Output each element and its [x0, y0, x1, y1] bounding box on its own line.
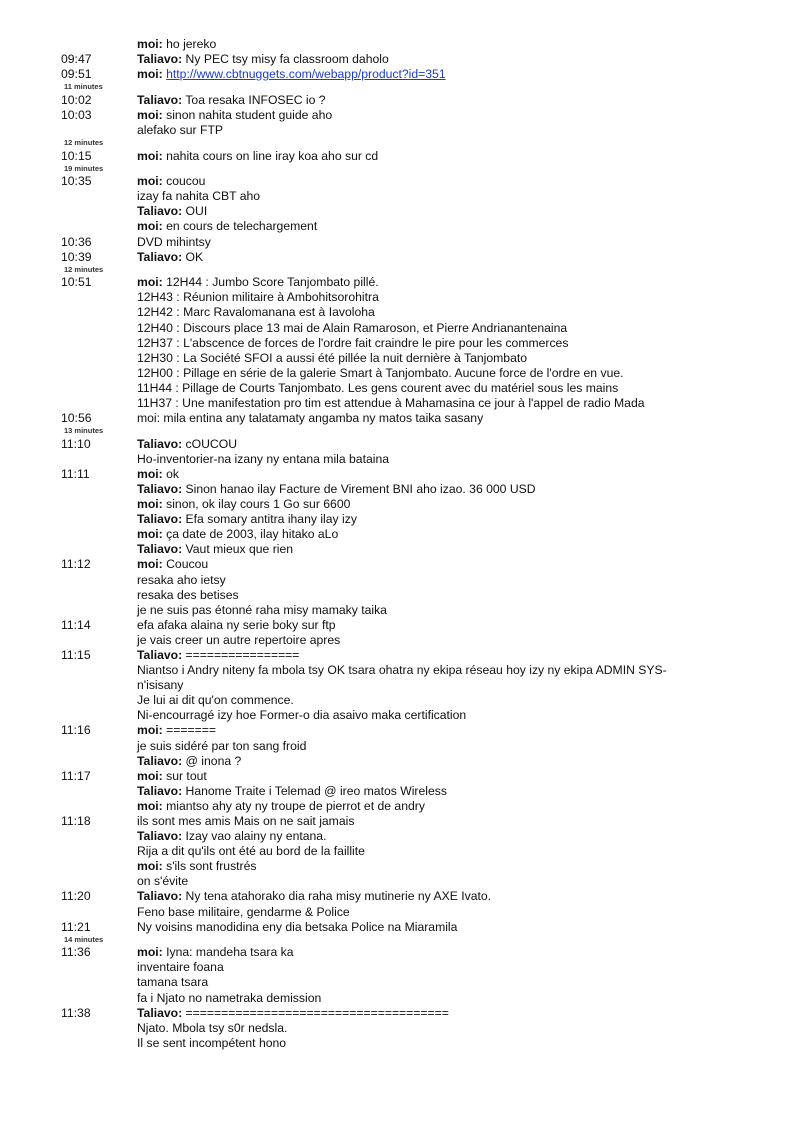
idle-gap-label: 14 minutes — [64, 934, 104, 944]
chat-message-row — [0, 411, 794, 426]
chat-message-row — [0, 437, 794, 452]
idle-gap-label: 13 minutes — [64, 426, 104, 436]
message-text: ok — [162, 466, 179, 481]
message-text: Ny tena atahorako dia raha misy mutinerie ny AXE Ivato. — [182, 889, 492, 904]
message-text: 12H43 : Réunion militaire à Ambohitsorohitra — [137, 290, 379, 305]
message-text: ================ — [182, 647, 300, 662]
message-text: je suis sidéré par ton sang froid — [137, 738, 307, 753]
message-text: Coucou — [162, 557, 209, 572]
message-speaker: Taliavo: — [137, 92, 183, 107]
message-speaker: moi: — [137, 174, 163, 189]
chat-message-row — [0, 588, 794, 603]
message-timestamp: 11:10 — [61, 436, 91, 451]
message-timestamp: 11:36 — [61, 945, 91, 960]
message-speaker: moi: — [137, 219, 163, 234]
message-body — [137, 991, 321, 1006]
message-body — [137, 290, 379, 305]
chat-message-row — [0, 366, 794, 381]
message-body — [137, 512, 357, 527]
chat-message-row — [0, 573, 794, 588]
message-timestamp: 11:20 — [61, 889, 91, 904]
message-text: je ne suis pas étonné raha misy mamaky taika — [137, 602, 387, 617]
chat-message-row — [0, 452, 794, 467]
message-text: coucou — [162, 174, 206, 189]
message-text: Njato. Mbola tsy s0r nedsla. — [137, 1020, 288, 1035]
message-text: n'isisany — [137, 678, 184, 693]
message-timestamp: 10:02 — [61, 92, 92, 107]
message-body — [137, 829, 326, 844]
message-text: Iyna: mandeha tsara ka — [162, 945, 294, 960]
message-body — [137, 67, 446, 82]
message-body — [137, 351, 527, 366]
idle-gap-row — [0, 265, 794, 276]
message-text: Hanome Traite i Telemad @ ireo matos Wireless — [182, 783, 447, 798]
chat-message-row — [0, 123, 794, 138]
message-body — [137, 437, 237, 452]
chat-message-row — [0, 381, 794, 396]
message-body — [137, 844, 365, 859]
message-text: Je lui ai dit qu'on commence. — [137, 693, 294, 708]
message-body — [137, 618, 336, 633]
chat-message-row — [0, 799, 794, 814]
chat-message-row — [0, 991, 794, 1006]
message-text: ho jereko — [162, 37, 217, 51]
message-body — [137, 889, 491, 904]
message-text: @ inona ? — [182, 753, 242, 768]
chat-message-row — [0, 945, 794, 960]
message-text: OUI — [182, 204, 208, 219]
message-text: 12H37 : L'abscence de forces de l'ordre fait craindre le pire pour les commerces — [137, 335, 569, 350]
message-speaker: Taliavo: — [137, 52, 183, 67]
message-text: ça date de 2003, ilay hitako aLo — [162, 527, 339, 542]
idle-gap-label: 11 minutes — [64, 82, 103, 92]
message-speaker: moi: — [137, 768, 163, 783]
message-body — [137, 149, 378, 164]
message-speaker: Taliavo: — [137, 204, 183, 219]
chat-message-row — [0, 250, 794, 265]
chat-message-row — [0, 1021, 794, 1036]
chat-message-row — [0, 920, 794, 935]
message-speaker: moi: — [137, 148, 163, 163]
chat-message-row — [0, 52, 794, 67]
message-timestamp: 11:21 — [61, 919, 91, 934]
message-body — [137, 603, 387, 618]
message-body — [137, 859, 257, 874]
message-speaker: moi: — [137, 107, 163, 122]
idle-gap-row — [0, 138, 794, 149]
message-text: 11H37 : Une manifestation pro tim est attendue à Mahamasina ce jour à l'appel de radio Mada — [137, 395, 645, 410]
idle-gap-label: 12 minutes — [64, 138, 104, 148]
chat-message-row — [0, 648, 794, 663]
chat-message-row — [0, 396, 794, 411]
chat-message-row — [0, 889, 794, 904]
message-text: Feno base militaire, gendarme & Police — [137, 904, 350, 919]
message-body — [137, 708, 466, 723]
message-timestamp: 10:03 — [61, 107, 92, 122]
message-body — [137, 1006, 449, 1021]
message-link[interactable]: http://www.cbtnuggets.com/webapp/product?id=351 — [166, 67, 446, 82]
message-text: 12H44 : Jumbo Score Tanjombato pillé. — [162, 275, 379, 290]
chat-message-row — [0, 108, 794, 123]
chat-message-row — [0, 542, 794, 557]
message-text: resaka aho ietsy — [137, 572, 226, 587]
chat-message-row — [0, 467, 794, 482]
message-text: Rija a dit qu'ils ont été au bord de la faillite — [137, 844, 365, 859]
message-speaker: Taliavo: — [137, 481, 183, 496]
chat-message-row — [0, 708, 794, 723]
message-speaker: Taliavo: — [137, 829, 183, 844]
message-text: Efa somary antitra ihany ilay izy — [182, 512, 357, 527]
message-body — [137, 452, 389, 467]
message-text: Vaut mieux que rien — [182, 542, 294, 557]
message-speaker: Taliavo: — [137, 889, 183, 904]
message-text: 12H30 : La Société SFOI a aussi été pillée la nuit dernière à Tanjombato — [137, 350, 528, 365]
chat-message-row — [0, 1006, 794, 1021]
message-body — [137, 366, 624, 381]
chat-message-row — [0, 305, 794, 320]
message-timestamp: 11:14 — [61, 617, 91, 632]
chat-message-row — [0, 351, 794, 366]
message-text: resaka des betises — [137, 587, 239, 602]
message-text: inventaire foana — [137, 960, 224, 975]
message-body — [137, 467, 179, 482]
chat-message-row — [0, 784, 794, 799]
message-body — [137, 52, 389, 67]
message-text: fa i Njato no nametraka demission — [137, 990, 322, 1005]
message-text: izay fa nahita CBT aho — [137, 189, 261, 204]
chat-message-row — [0, 618, 794, 633]
chat-message-row — [0, 678, 794, 693]
message-text: tamana tsara — [137, 975, 209, 990]
message-speaker: Taliavo: — [137, 1005, 183, 1020]
message-timestamp: 10:35 — [61, 174, 92, 189]
chat-message-row — [0, 174, 794, 189]
message-text: Ho-inventorier-na izany ny entana mila bataina — [137, 451, 390, 466]
chat-message-row — [0, 844, 794, 859]
message-speaker: Taliavo: — [137, 542, 183, 557]
chat-message-row — [0, 497, 794, 512]
message-body — [137, 814, 354, 829]
message-timestamp: 10:15 — [61, 148, 92, 163]
message-body — [137, 123, 223, 138]
message-body — [137, 108, 332, 123]
chat-message-row — [0, 93, 794, 108]
chat-message-row — [0, 975, 794, 990]
message-body — [137, 219, 317, 234]
chat-message-row — [0, 204, 794, 219]
message-text: Ni-encourragé izy hoe Former-o dia asaivo maka certification — [137, 708, 467, 723]
message-body — [137, 204, 207, 219]
message-text: ils sont mes amis Mais on ne sait jamais — [137, 814, 355, 828]
message-speaker: moi: — [137, 67, 163, 82]
message-text: sinon, ok ilay cours 1 Go sur 6600 — [162, 497, 351, 512]
message-speaker: moi: — [137, 275, 163, 290]
message-body — [137, 723, 216, 738]
chat-message-row — [0, 336, 794, 351]
message-text: Ny PEC tsy misy fa classroom daholo — [182, 52, 389, 67]
message-body — [137, 573, 226, 588]
message-body — [137, 588, 239, 603]
message-text: on s'évite — [137, 874, 189, 889]
message-body — [137, 920, 457, 935]
message-body — [137, 1036, 286, 1051]
message-timestamp: 10:36 — [61, 234, 92, 249]
message-body — [137, 336, 568, 351]
message-body — [137, 648, 299, 663]
message-body — [137, 769, 207, 784]
chat-message-row — [0, 723, 794, 738]
message-speaker: Taliavo: — [137, 647, 183, 662]
message-speaker: moi: — [137, 723, 163, 738]
message-speaker: moi: — [137, 557, 163, 572]
chat-message-row — [0, 149, 794, 164]
chat-message-row — [0, 739, 794, 754]
message-body — [137, 411, 483, 426]
message-speaker: moi: — [137, 945, 163, 960]
message-timestamp: 11:16 — [61, 723, 91, 738]
message-body — [137, 678, 183, 693]
chat-message-row — [0, 37, 794, 52]
idle-gap-row — [0, 426, 794, 437]
message-speaker: Taliavo: — [137, 249, 183, 264]
message-timestamp: 09:51 — [61, 67, 92, 82]
message-body — [137, 497, 350, 512]
message-body — [137, 799, 425, 814]
chat-message-row — [0, 527, 794, 542]
message-body — [137, 235, 211, 250]
idle-gap-row — [0, 82, 794, 93]
chat-message-row — [0, 557, 794, 572]
message-timestamp: 10:39 — [61, 249, 92, 264]
message-body — [137, 542, 293, 557]
message-body — [137, 693, 294, 708]
message-text: s'ils sont frustrés — [162, 859, 257, 874]
message-body — [137, 381, 618, 396]
message-speaker: Taliavo: — [137, 783, 183, 798]
chat-message-row — [0, 512, 794, 527]
message-timestamp: 11:15 — [61, 647, 91, 662]
message-body — [137, 945, 294, 960]
message-body — [137, 37, 216, 52]
message-text: Toa resaka INFOSEC io ? — [182, 92, 326, 107]
message-speaker: moi: — [137, 798, 163, 813]
message-timestamp: 11:38 — [61, 1005, 91, 1020]
message-body — [137, 874, 188, 889]
message-text: DVD mihintsy — [137, 234, 211, 249]
chat-message-row — [0, 482, 794, 497]
chat-message-row — [0, 814, 794, 829]
message-speaker: moi: — [137, 497, 163, 512]
message-body — [137, 275, 379, 290]
message-body — [137, 527, 338, 542]
message-body — [137, 1021, 287, 1036]
chat-message-row — [0, 633, 794, 648]
message-text: Niantso i Andry niteny fa mbola tsy OK tsara ohatra ny ekipa réseau hoy izy ny ekipa ADMIN SYS- — [137, 663, 667, 678]
message-body — [137, 739, 306, 754]
chat-message-row — [0, 769, 794, 784]
message-body — [137, 905, 350, 920]
message-body — [137, 633, 340, 648]
message-body — [137, 321, 567, 336]
message-body — [137, 93, 326, 108]
message-timestamp: 10:56 — [61, 411, 92, 426]
message-body — [137, 174, 205, 189]
idle-gap-label: 19 minutes — [64, 163, 104, 173]
chat-message-row — [0, 663, 794, 678]
message-body — [137, 975, 208, 990]
message-body — [137, 663, 667, 678]
message-text: en cours de telechargement — [162, 219, 318, 234]
message-body — [137, 396, 645, 411]
message-timestamp: 11:17 — [61, 768, 91, 783]
message-text: efa afaka alaina ny serie boky sur ftp — [137, 617, 336, 632]
message-text: 11H44 : Pillage de Courts Tanjombato. Les gens courent avec du matériel sous les mains — [137, 380, 619, 395]
message-text: nahita cours on line iray koa aho sur cd — [162, 148, 379, 163]
message-text: miantso ahy aty ny troupe de pierrot et de andry — [162, 798, 425, 813]
message-timestamp: 11:18 — [61, 814, 91, 828]
message-speaker: Taliavo: — [137, 512, 183, 527]
chat-message-row — [0, 1036, 794, 1051]
message-text: ======= — [162, 723, 216, 738]
chat-message-row — [0, 829, 794, 844]
message-text: sinon nahita student guide aho — [162, 107, 333, 122]
message-text: cOUCOU — [182, 436, 237, 451]
message-text: moi: mila entina any talatamaty angamba ny matos taika sasany — [137, 411, 484, 426]
idle-gap-row — [0, 935, 794, 946]
chat-message-row — [0, 859, 794, 874]
message-speaker: moi: — [137, 466, 163, 481]
message-text: sur tout — [162, 768, 207, 783]
message-text: 12H42 : Marc Ravalomanana est à Iavoloha — [137, 305, 375, 320]
message-text: je vais creer un autre repertoire apres — [137, 632, 341, 647]
message-text: Sinon hanao ilay Facture de Virement BNI aho izao. 36 000 USD — [182, 481, 536, 496]
message-text: 12H00 : Pillage en série de la galerie Smart à Tanjombato. Aucune force de l'ordre en vue. — [137, 365, 624, 380]
message-speaker: moi: — [137, 859, 163, 874]
message-speaker: Taliavo: — [137, 436, 183, 451]
idle-gap-row — [0, 164, 794, 175]
message-text: alefako sur FTP — [137, 122, 224, 137]
message-text: 12H40 : Discours place 13 mai de Alain Ramaroson, et Pierre Andrianantenaina — [137, 320, 568, 335]
message-body — [137, 754, 241, 769]
chat-message-row — [0, 189, 794, 204]
idle-gap-label: 12 minutes — [64, 264, 104, 274]
message-text: Ny voisins manodidina eny dia betsaka Police na Miaramila — [137, 919, 458, 934]
message-text: ===================================== — [182, 1005, 449, 1020]
message-speaker: Taliavo: — [137, 753, 183, 768]
message-body — [137, 557, 208, 572]
chat-message-row — [0, 67, 794, 82]
message-text: Il se sent incompétent hono — [137, 1035, 287, 1050]
message-body — [137, 250, 203, 265]
chat-message-row — [0, 235, 794, 250]
chat-message-row — [0, 693, 794, 708]
message-timestamp: 11:12 — [61, 557, 91, 572]
message-body — [137, 784, 447, 799]
chat-message-row — [0, 905, 794, 920]
chat-message-row — [0, 219, 794, 234]
chat-log — [0, 37, 794, 1051]
message-speaker: moi: — [137, 527, 163, 542]
message-text: OK — [182, 249, 204, 264]
chat-message-row — [0, 960, 794, 975]
chat-message-row — [0, 290, 794, 305]
chat-message-row — [0, 754, 794, 769]
chat-message-row — [0, 275, 794, 290]
message-speaker: moi: — [137, 37, 163, 51]
chat-message-row — [0, 603, 794, 618]
message-body — [137, 189, 260, 204]
message-text: Izay vao alainy ny entana. — [182, 829, 327, 844]
message-body — [137, 482, 536, 497]
message-body — [137, 960, 224, 975]
message-body — [137, 305, 375, 320]
message-timestamp: 09:47 — [61, 52, 92, 67]
chat-message-row — [0, 321, 794, 336]
message-timestamp: 11:11 — [61, 466, 90, 481]
message-timestamp: 10:51 — [61, 275, 92, 290]
chat-message-row — [0, 874, 794, 889]
